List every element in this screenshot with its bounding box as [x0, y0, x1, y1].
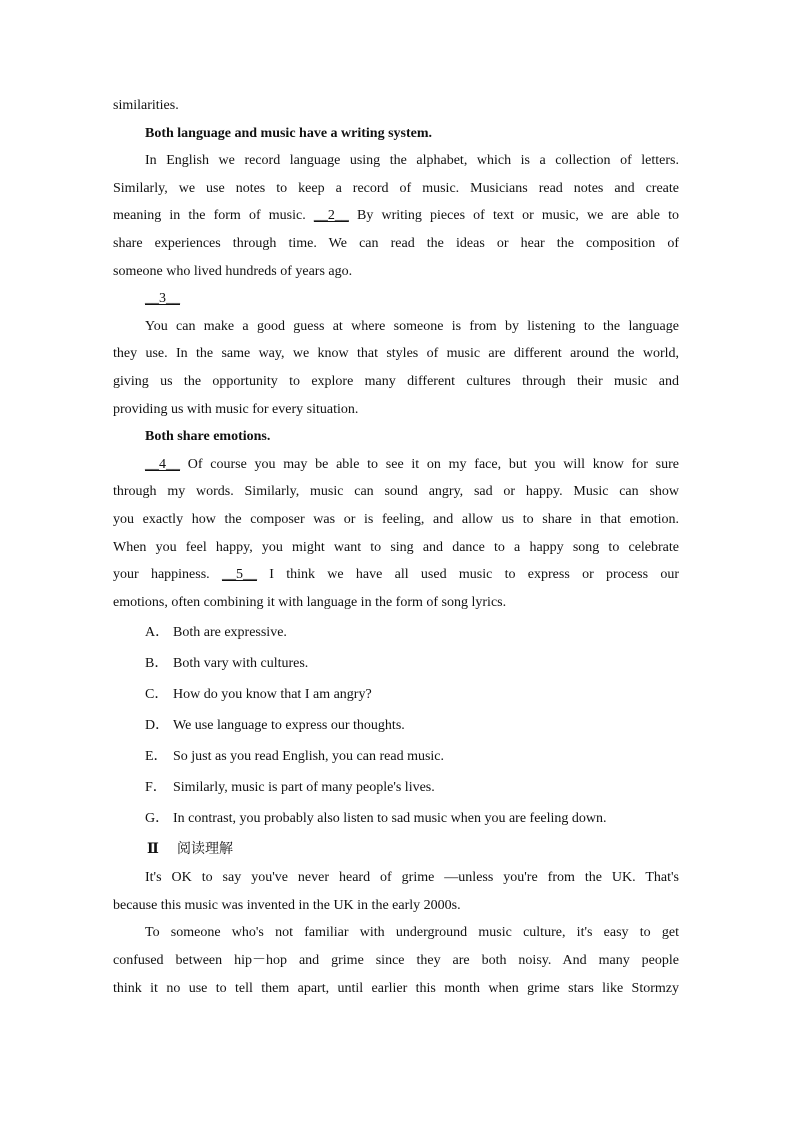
- paragraph-line: You can make a good guess at where someone is from by listening to the language: [145, 318, 679, 334]
- option-letter: A．: [145, 625, 170, 641]
- paragraph-line: giving us the opportunity to explore many different cultures through their music and: [113, 373, 679, 389]
- section-title: 阅读理解: [177, 841, 233, 858]
- section-2-heading: [113, 834, 679, 864]
- paragraph-line-with-blank: [113, 561, 679, 589]
- paragraph-line: Similarly, we use notes to keep a record of music. Musicians read notes and create: [113, 180, 679, 196]
- option-a: [113, 617, 679, 648]
- paragraph-line: In English we record language using the alphabet, which is a collection of letters.: [145, 153, 679, 169]
- answer-blank-3: __3__: [145, 291, 180, 307]
- option-text: Both are expressive.: [173, 625, 287, 641]
- option-letter: F．: [145, 780, 167, 796]
- paragraph-line-with-blank: [113, 451, 679, 479]
- option-d: [113, 710, 679, 741]
- paragraph-line: because this music was invented in the UK in the early 2000s.: [113, 897, 461, 913]
- paragraph-line: someone who lived hundreds of years ago.: [113, 263, 353, 279]
- paragraph-line: share experiences through time. We can read the ideas or hear the composition of: [113, 235, 679, 251]
- paragraph-line: emotions, often combining it with language in the form of song lyrics.: [113, 594, 507, 610]
- option-text: So just as you read English, you can read music.: [173, 749, 445, 765]
- section-number: Ⅱ: [147, 842, 159, 858]
- paragraph-line: you exactly how the composer was or is feeling, and allow us to share in that emotion.: [113, 511, 679, 527]
- option-text: Similarly, music is part of many people's lives.: [173, 780, 435, 796]
- option-text: In contrast, you probably also listen to sad music when you are feeling down.: [173, 811, 607, 827]
- option-c: [113, 679, 679, 710]
- option-letter: D．: [145, 718, 170, 734]
- option-text: How do you know that I am angry?: [173, 687, 372, 703]
- paragraph-line: It's OK to say you've never heard of grime —unless you're from the UK. That's: [145, 870, 679, 886]
- text-fragment: I think we have all used music to express or process our: [269, 567, 679, 583]
- option-e: [113, 741, 679, 772]
- option-f: [113, 772, 679, 803]
- option-text: We use language to express our thoughts.: [173, 718, 405, 734]
- paragraph-line: similarities.: [113, 98, 179, 113]
- option-letter: B．: [145, 656, 169, 672]
- option-letter: G．: [145, 811, 170, 827]
- document-page: [113, 92, 679, 1002]
- text-fragment: meaning in the form of music.: [113, 208, 306, 224]
- paragraph-line: confused between hip－hop and grime since they are both noisy. And many people: [113, 953, 679, 969]
- text-fragment: your happiness.: [113, 567, 210, 583]
- paragraph-line: they use. In the same way, we know that styles of music are different around the world,: [113, 346, 679, 362]
- paragraph-line: When you feel happy, you might want to sing and dance to a happy song to celebrate: [113, 539, 679, 555]
- paragraph-line: providing us with music for every situation.: [113, 401, 359, 417]
- option-g: [113, 803, 679, 834]
- section-heading: Both share emotions.: [145, 429, 271, 445]
- text-fragment: By writing pieces of text or music, we are able to: [356, 208, 679, 224]
- section-heading: Both language and music have a writing system.: [145, 125, 433, 141]
- options-list: [113, 617, 679, 834]
- paragraph-line: To someone who's not familiar with underground music culture, it's easy to get: [145, 925, 679, 941]
- answer-blank-4: __4__: [145, 456, 180, 472]
- option-letter: C．: [145, 687, 169, 703]
- paragraph-line: through my words. Similarly, music can sound angry, sad or happy. Music can show: [113, 484, 679, 500]
- paragraph-line: think it no use to tell them apart, until earlier this month when grime stars like Stormzy: [113, 980, 679, 996]
- paragraph-line-with-blank: [113, 202, 679, 230]
- option-text: Both vary with cultures.: [173, 656, 309, 672]
- answer-blank-2: __2__: [313, 208, 349, 224]
- option-letter: E．: [145, 749, 168, 765]
- answer-blank-5: __5__: [221, 567, 257, 583]
- option-b: [113, 648, 679, 679]
- blank-line: [113, 285, 679, 313]
- text-fragment: Of course you may be able to see it on my face, but you will know for sure: [187, 456, 679, 472]
